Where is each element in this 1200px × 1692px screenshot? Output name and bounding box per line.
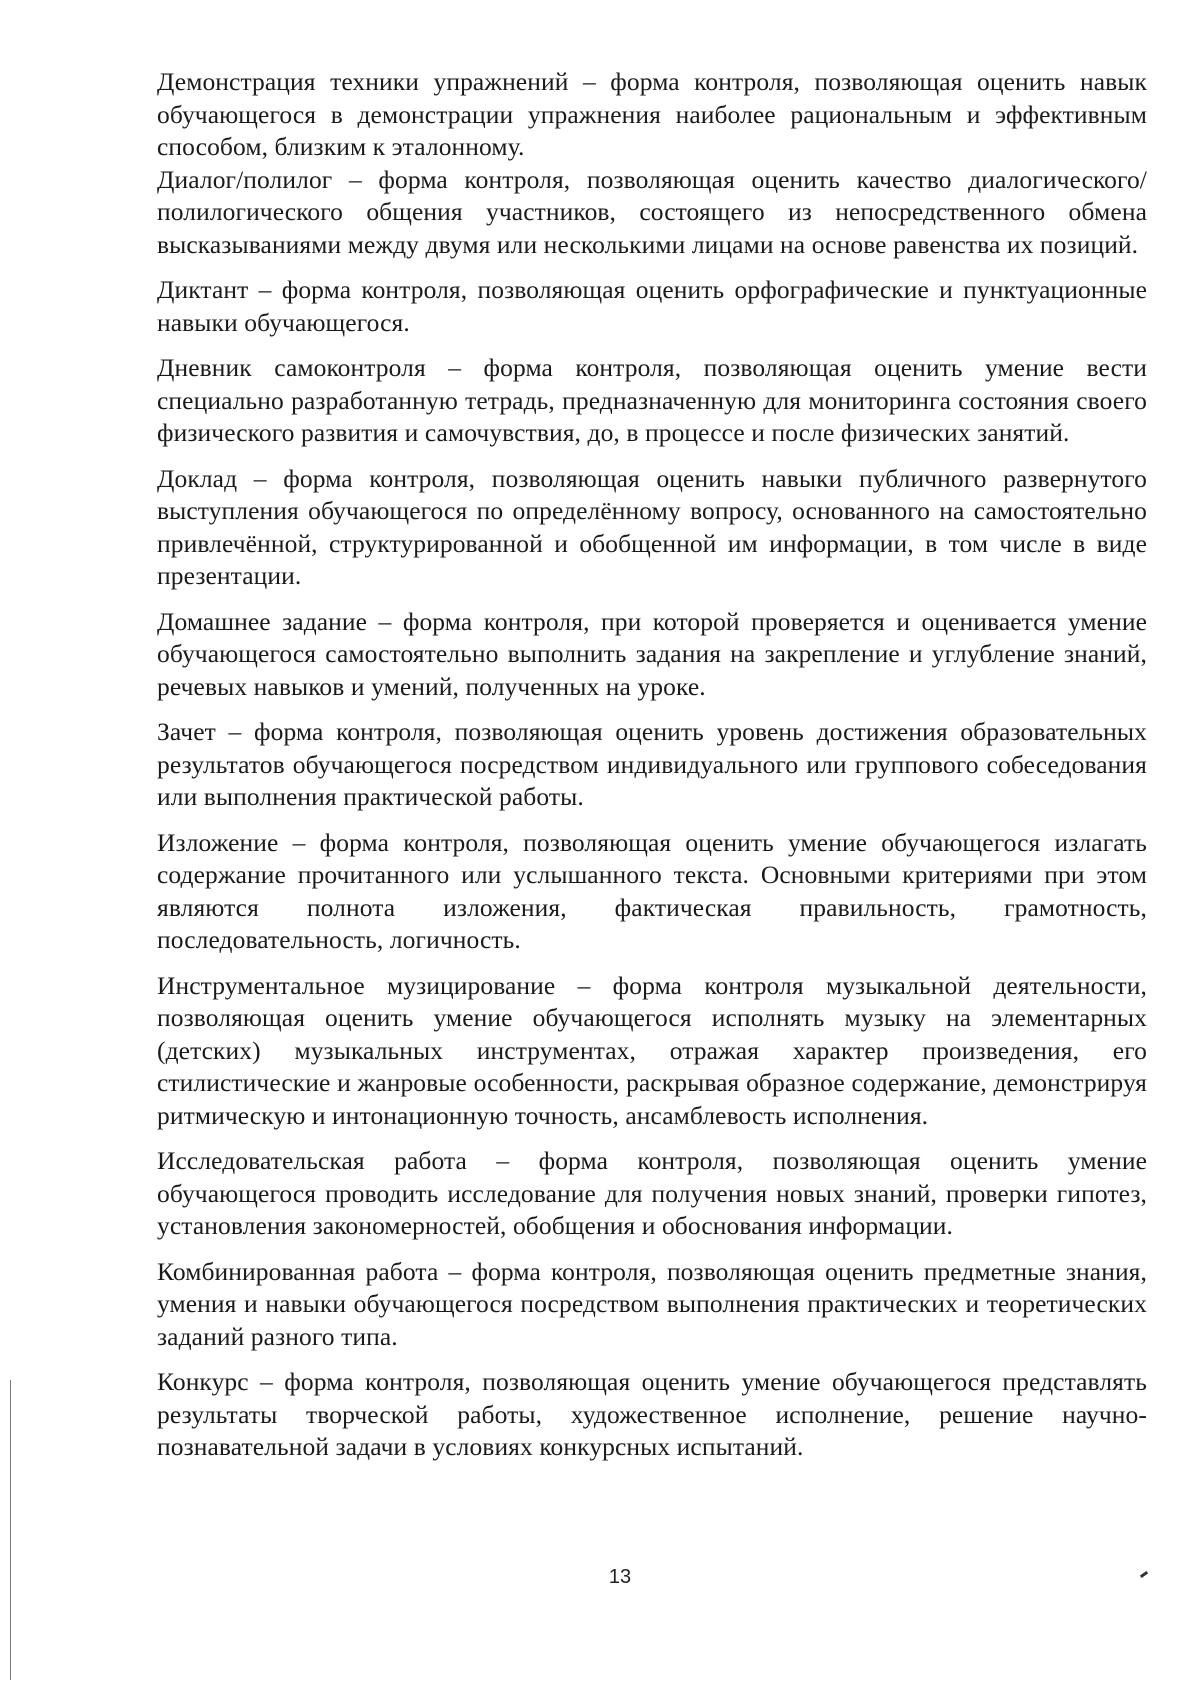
entry-contest: Конкурс – форма контроля, позволяющая оценить умение обучающегося представлять результаты творческой работы, художественное исполнение, решение научно-познавательной задачи в условиях конкурсных испытаний. <box>157 1367 1147 1461</box>
page-number: 13 <box>608 1566 632 1588</box>
entry-credit: Зачет – форма контроля, позволяющая оценить уровень достижения образовательных результатов обучающегося посредством индивидуального или группового собеседования или выполнения практической работы. <box>157 717 1147 811</box>
document-body <box>157 66 1147 1477</box>
entry-homework: Домашнее задание – форма контроля, при которой проверяется и оценивается умение обучающегося самостоятельно выполнить задания на закрепление и углубление знаний, речевых навыков и умений, полученных на уроке. <box>157 606 1147 701</box>
scan-edge-line <box>10 1380 11 1680</box>
entry-demonstration: Демонстрация техники упражнений – форма контроля, позволяющая оценить навык обучающегося в демонстрации упражнения наиболее рациональным и эффективным способом, близким к эталонному. <box>157 67 1147 161</box>
entry-combined-work: Комбинированная работа – форма контроля, позволяющая оценить предметные знания, умения и навыки обучающегося посредством выполнения практических и теоретических заданий разного типа. <box>157 1256 1147 1351</box>
entry-self-control-diary: Дневник самоконтроля – форма контроля, позволяющая оценить умение вести специально разработанную тетрадь, предназначенную для мониторинга состояния своего физического развития и самочувствия, до, в процессе и после физических занятий. <box>157 353 1147 447</box>
entry-dictation: Диктант – форма контроля, позволяющая оценить орфографические и пунктуационные навыки обучающегося. <box>157 275 1147 337</box>
entry-summary: Изложение – форма контроля, позволяющая оценить умение обучающегося излагать содержание прочитанного или услышанного текста. Основными критериями при этом являются полнота изложения, фактическая правильность, грамотность, последовательность, логичность. <box>157 827 1147 954</box>
entry-instrumental-music: Инструментальное музицирование – форма контроля музыкальной деятельности, позволяющая оценить умение обучающегося исполнять музыку на элементарных (детских) музыкальных инструментах, отражая характер произведения, его стилистические и жанровые особенности, раскрывая образное содержание, демонстрируя ритмическую и интонационную точность, ансамблевость исполнения. <box>157 970 1147 1130</box>
entry-research-work: Исследовательская работа – форма контроля, позволяющая оценить умение обучающегося проводить исследование для получения новых знаний, проверки гипотез, установления закономерностей, обобщения и обоснования информации. <box>157 1146 1147 1240</box>
entry-dialogue: Диалог/полилог – форма контроля, позволяющая оценить качество диалогического/полилогического общения участников, состоящего из непосредственного обмена высказываниями между двумя или несколькими лицами на основе равенства их позиций. <box>157 164 1147 259</box>
entry-report: Доклад – форма контроля, позволяющая оценить навыки публичного развернутого выступления обучающегося по определённому вопросу, основанного на самостоятельно привлечённой, структурированной и обобщенной им информации, в том числе в виде презентации. <box>157 463 1147 590</box>
